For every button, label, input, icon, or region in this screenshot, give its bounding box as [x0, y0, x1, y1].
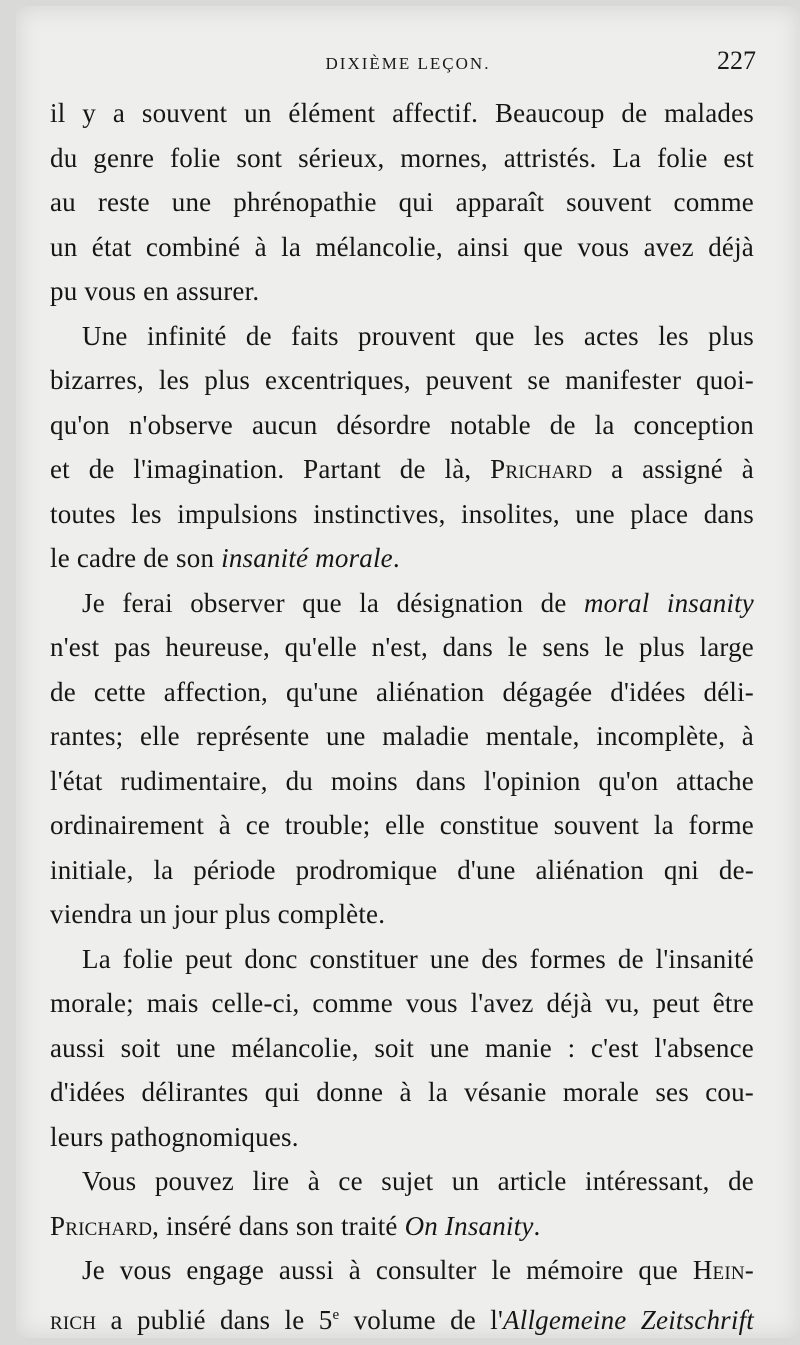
text-line [50, 1293, 754, 1338]
text-line: pu vous en assurer. [50, 276, 260, 306]
italic-title: Allgemeine Zeitschrift [503, 1304, 754, 1335]
paragraph-6 [50, 1248, 754, 1337]
italic-term: insanité morale [221, 543, 393, 573]
text-line [50, 447, 754, 492]
text-line: l'état rudimentaire, du moins dans l'opinion qu'on attache [50, 765, 754, 796]
text-line [50, 536, 754, 581]
italic-term: moral insanity [583, 587, 754, 618]
text-line: ordinairement à ce trouble; elle constitue souvent la forme [50, 810, 754, 840]
text-line: qu'on n'observe aucun désordre notable de la conception [50, 409, 754, 440]
body-text [50, 91, 754, 1337]
text-line: morale; mais celle-ci, comme vous l'avez déjà vu, peut être [50, 988, 754, 1018]
text-line: au reste une phrénopathie qui apparaît souvent comme [50, 187, 754, 217]
text-line: La folie peut donc constituer une des formes de l'insanité [82, 943, 754, 974]
text-line: viendra un jour plus complète. [50, 899, 386, 929]
italic-title: On Insanity [404, 1210, 534, 1241]
text-line: du genre folie sont sérieux, mornes, attristés. La folie est [50, 142, 754, 173]
text-line: Une infinité de faits prouvent que les actes les plus [82, 320, 754, 351]
text-run: . [392, 543, 400, 573]
author-name: Prichard [50, 1210, 153, 1241]
running-title: DIXIÈME LEÇON. [325, 54, 491, 73]
text-run: volume de l' [339, 1304, 504, 1335]
text-line: d'idées délirantes qui donne à la vésanie morale ses cou- [50, 1077, 754, 1107]
text-run: , inséré dans son traité [152, 1210, 405, 1241]
text-line: de cette affection, qu'une aliénation dégagée d'idées déli- [50, 676, 754, 707]
text-run: a publié dans le 5 [96, 1304, 333, 1335]
text-line: Vous pouvez lire à ce sujet un article intéressant, de [82, 1166, 754, 1196]
text-line: leurs pathognomiques. [50, 1121, 299, 1152]
text-line [50, 1204, 754, 1249]
text-line: n'est pas heureuse, qu'elle n'est, dans le sens le plus large [50, 632, 754, 662]
text-run: a assigné à [592, 454, 754, 484]
text-line: aussi soit une mélancolie, soit une manie : c'est l'absence [50, 1032, 754, 1063]
paragraph-4 [50, 937, 754, 1160]
text-line: initiale, la période prodromique d'une aliénation qni de- [50, 854, 754, 885]
text-run: Je vous engage aussi à consulter le mémoire que [82, 1255, 693, 1285]
text-run: le cadre de son [50, 543, 222, 573]
text-line [50, 581, 754, 626]
text-line: toutes les impulsions instinctives, insolites, une place dans [50, 498, 754, 529]
paragraph-5 [50, 1159, 754, 1248]
author-name: Prichard [490, 454, 593, 484]
page-number: 227 [717, 46, 756, 75]
author-name: Hein- [692, 1255, 754, 1285]
paragraph-1 [50, 91, 754, 314]
text-line: rantes; elle représente une maladie mentale, incomplète, à [50, 721, 754, 751]
book-page [16, 6, 800, 1338]
author-name: rich [50, 1304, 97, 1335]
text-run: . [533, 1210, 541, 1241]
text-run: Je ferai observer que la désignation de [82, 587, 584, 618]
text-line: il y a souvent un élément affectif. Beaucoup de malades [50, 98, 754, 128]
text-line: un état combiné à la mélancolie, ainsi que vous avez déjà [50, 231, 754, 262]
text-run: et de l'imagination. Partant de là, [50, 454, 491, 484]
superscript: e [332, 1306, 340, 1323]
text-line: bizarres, les plus excentriques, peuvent se manifester quoi- [50, 365, 754, 395]
text-line [50, 1248, 754, 1293]
paragraph-2 [50, 314, 754, 581]
paragraph-3 [50, 581, 754, 937]
page-header [16, 46, 800, 86]
